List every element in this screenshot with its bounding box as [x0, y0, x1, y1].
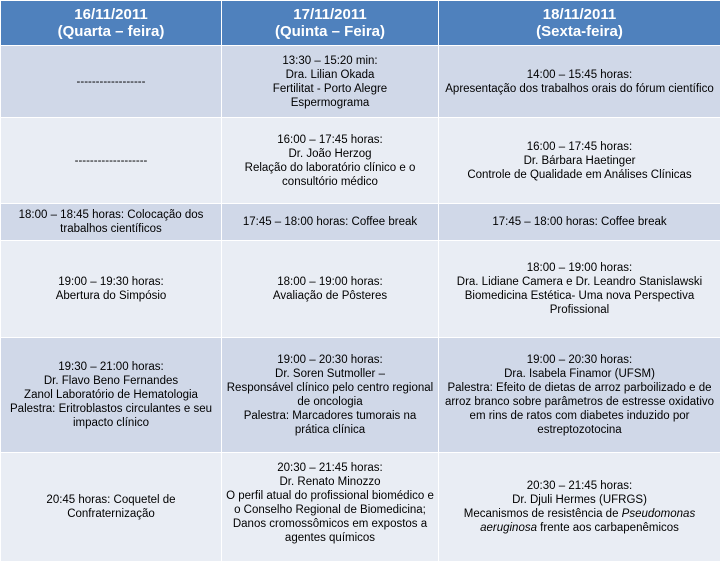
schedule-cell-fri — [439, 453, 720, 562]
schedule-cell-wed — [1, 453, 222, 562]
cell-text: Responsável clínico pelo centro regional de oncologia — [226, 381, 434, 409]
cell-text: 17:45 – 18:00 horas: Coffee break — [443, 215, 716, 229]
schedule-cell-thu — [222, 453, 439, 562]
schedule-cell-thu — [222, 241, 439, 338]
cell-text: Controle de Qualidade em Análises Clínicas — [443, 168, 716, 182]
schedule-cell-wed — [1, 46, 222, 118]
schedule-cell-thu — [222, 118, 439, 204]
table-row — [1, 118, 720, 204]
cell-text: Palestra: Efeito de dietas de arroz parboilizado e de arroz branco sobre parâmetros de estresse oxidativo em rins de ratos com diabetes induzido por estreptozotocina — [443, 381, 716, 437]
schedule-cell-thu — [222, 204, 439, 241]
cell-speaker: Dra. Lilian Okada — [226, 68, 434, 82]
cell-time: 20:30 – 21:45 horas: — [443, 479, 716, 493]
schedule-cell-wed — [1, 338, 222, 453]
table-row — [1, 338, 720, 453]
cell-text: 20:45 horas: Coquetel de Confraternização — [5, 493, 217, 521]
cell-text: ------------------ — [5, 75, 217, 89]
header-date: 16/11/2011 — [5, 6, 217, 23]
table-row — [1, 204, 720, 241]
schedule-cell-wed — [1, 118, 222, 204]
cell-text: 18:00 – 18:45 horas: Colocação dos trabalhos científicos — [5, 208, 217, 236]
header-weekday: (Sexta-feira) — [443, 23, 716, 40]
header-day-2 — [222, 1, 439, 46]
cell-text: 17:45 – 18:00 horas: Coffee break — [226, 215, 434, 229]
cell-speaker: Dr. João Herzog — [226, 147, 434, 161]
header-weekday: (Quinta – Feira) — [226, 23, 434, 40]
cell-text-part: Mecanismos de resistência de — [464, 508, 622, 520]
cell-text: Apresentação dos trabalhos orais do fórum científico — [443, 82, 716, 96]
cell-time: 19:30 – 21:00 horas: — [5, 360, 217, 374]
header-day-3 — [439, 1, 720, 46]
cell-text: Danos cromossômicos em expostos a agentes químicos — [226, 517, 434, 545]
schedule-cell-fri — [439, 204, 720, 241]
schedule-cell-thu — [222, 46, 439, 118]
cell-time: 18:00 – 19:00 horas: — [226, 275, 434, 289]
schedule-cell-thu — [222, 338, 439, 453]
cell-text: Fertilitat - Porto Alegre — [226, 82, 434, 96]
cell-speaker: Dr. Flavo Beno Fernandes — [5, 374, 217, 388]
cell-text-part: frente aos carbapenêmicos — [537, 522, 679, 534]
schedule-cell-fri — [439, 46, 720, 118]
cell-text: Zanol Laboratório de Hematologia — [5, 388, 217, 402]
cell-time: 20:30 – 21:45 horas: — [226, 461, 434, 475]
header-day-1 — [1, 1, 222, 46]
cell-time: 18:00 – 19:00 horas: — [443, 261, 716, 275]
schedule-cell-wed — [1, 204, 222, 241]
table-row — [1, 241, 720, 338]
cell-speaker: Dr. Djuli Hermes (UFRGS) — [443, 493, 716, 507]
cell-time: 14:00 – 15:45 horas: — [443, 68, 716, 82]
cell-text: Espermograma — [226, 96, 434, 110]
cell-speaker: Dr. Bárbara Haetinger — [443, 154, 716, 168]
header-date: 18/11/2011 — [443, 6, 716, 23]
cell-text: ------------------- — [5, 154, 217, 168]
cell-text: O perfil atual do profissional biomédico e o Conselho Regional de Biomedicina; — [226, 489, 434, 517]
cell-time: 19:00 – 20:30 horas: — [226, 353, 434, 367]
cell-time: 16:00 – 17:45 horas: — [443, 140, 716, 154]
cell-text: Palestra: Eritroblastos circulantes e seu impacto clínico — [5, 402, 217, 430]
cell-text — [443, 507, 716, 535]
cell-text: Avaliação de Pôsteres — [226, 289, 434, 303]
schedule-cell-fri — [439, 118, 720, 204]
header-date: 17/11/2011 — [226, 6, 434, 23]
table-row — [1, 46, 720, 118]
cell-speaker: Dra. Lidiane Camera e Dr. Leandro Stanislawski — [443, 275, 716, 289]
header-row — [1, 1, 720, 46]
schedule-cell-wed — [1, 241, 222, 338]
cell-time: 16:00 – 17:45 horas: — [226, 133, 434, 147]
cell-text: Abertura do Simpósio — [5, 289, 217, 303]
schedule-cell-fri — [439, 338, 720, 453]
header-weekday: (Quarta – feira) — [5, 23, 217, 40]
schedule-cell-fri — [439, 241, 720, 338]
cell-time: 19:00 – 19:30 horas: — [5, 275, 217, 289]
table-row — [1, 453, 720, 562]
cell-text: Biomedicina Estética- Uma nova Perspectiva Profissional — [443, 289, 716, 317]
cell-time: 19:00 – 20:30 horas: — [443, 353, 716, 367]
cell-time: 13:30 – 15:20 min: — [226, 54, 434, 68]
cell-text: Relação do laboratório clínico e o consultório médico — [226, 161, 434, 189]
cell-text-italic: Pseudomonas aeruginosa — [480, 508, 695, 534]
cell-speaker: Dra. Isabela Finamor (UFSM) — [443, 367, 716, 381]
cell-speaker: Dr. Renato Minozzo — [226, 475, 434, 489]
cell-text: Palestra: Marcadores tumorais na prática clínica — [226, 409, 434, 437]
cell-speaker: Dr. Soren Sutmoller – — [226, 367, 434, 381]
